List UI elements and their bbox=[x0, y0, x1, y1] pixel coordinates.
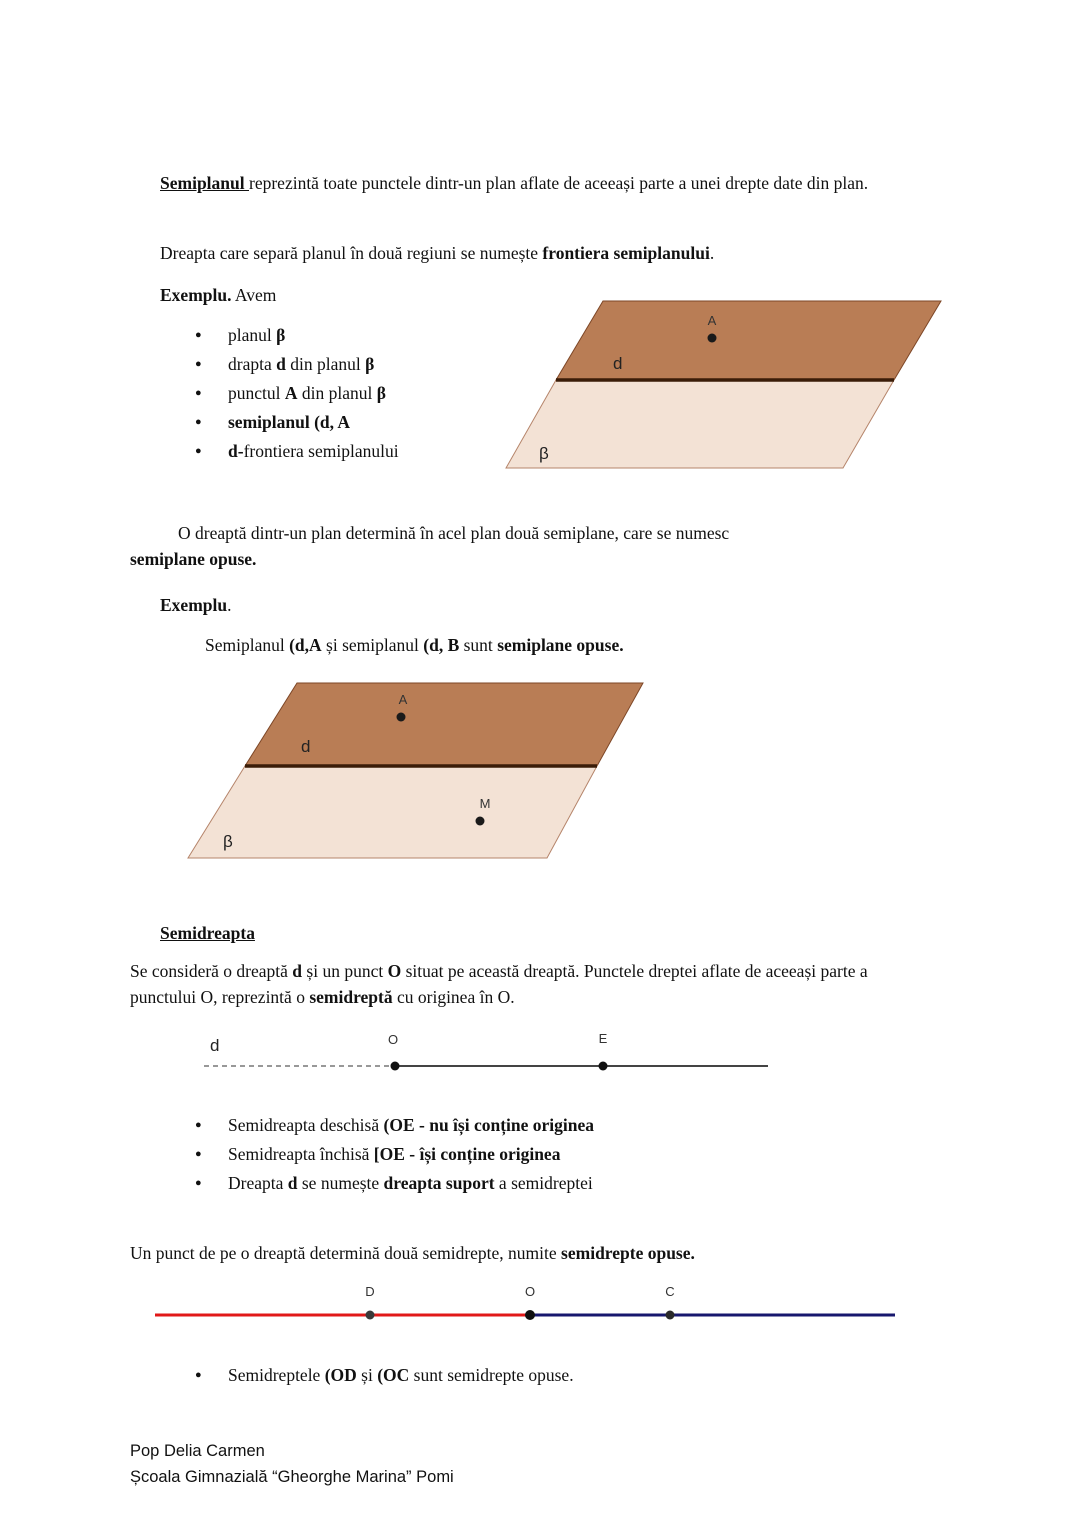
point-O-label: O bbox=[524, 1284, 536, 1299]
figure-semidrepte-opuse bbox=[140, 1283, 920, 1328]
list-item: ● Dreapta d se numește dreapta suport a semidreptei bbox=[195, 1170, 815, 1196]
bullet-icon: ● bbox=[195, 1177, 202, 1189]
plane-beta-label: β bbox=[223, 832, 233, 851]
list-item: ● d-frontiera semiplanului bbox=[195, 438, 495, 464]
lower-halfplane-shape bbox=[188, 766, 597, 858]
paragraph-exemplu2: Exemplu. bbox=[160, 595, 232, 615]
footer-author: Pop Delia Carmen bbox=[130, 1442, 265, 1460]
bullet-icon: ● bbox=[195, 1369, 202, 1381]
list-item: ● planul β bbox=[195, 322, 495, 348]
point-A-dot bbox=[708, 334, 717, 343]
figure-semiplane-opuse bbox=[185, 678, 655, 868]
list-item: ● Semidreapta închisă [OE - își conține originea bbox=[195, 1141, 815, 1167]
point-E-dot bbox=[599, 1062, 608, 1071]
point-C-dot bbox=[666, 1311, 675, 1320]
line-d-label: d bbox=[613, 354, 623, 373]
list-item: ● semiplanul (d, A bbox=[195, 409, 495, 435]
bullet-icon: ● bbox=[195, 1119, 202, 1131]
bullet-list-semidreapta-props bbox=[195, 1112, 815, 1199]
point-D-dot bbox=[366, 1311, 375, 1320]
bullet-list-semidrepte-opuse bbox=[195, 1362, 815, 1391]
paragraph-semiplan-dA-dB: Semiplanul (d,A și semiplanul (d, B sunt semiplane opuse. bbox=[205, 635, 624, 655]
list-item: ● Semidreptele (OD și (OC sunt semidrepte opuse. bbox=[195, 1362, 815, 1388]
paragraph-exemplu-avem: Exemplu. Avem bbox=[160, 285, 277, 305]
point-M-label: M bbox=[479, 796, 491, 811]
bullet-icon: ● bbox=[195, 1148, 202, 1160]
bullet-icon: ● bbox=[195, 387, 202, 399]
figure-semidreapta-OE bbox=[198, 1028, 798, 1078]
point-E-label: E bbox=[598, 1031, 608, 1046]
term-semiplanul: Semiplanul bbox=[160, 173, 249, 193]
heading-semidreapta: Semidreapta bbox=[160, 923, 255, 943]
bullet-icon: ● bbox=[195, 416, 202, 428]
point-A-dot bbox=[397, 713, 406, 722]
paragraph-semidrepte-opuse: Un punct de pe o dreaptă determină două semidrepte, numite semidrepte opuse. bbox=[130, 1243, 695, 1263]
bullet-icon: ● bbox=[195, 329, 202, 341]
bullet-icon: ● bbox=[195, 445, 202, 457]
point-A-label: A bbox=[707, 313, 717, 328]
line-d-label: d bbox=[210, 1036, 220, 1055]
paragraph-semiplanul-definition: Semiplanul reprezintă toate punctele dintr-un plan aflate de aceeași parte a unei drepte date din plan. bbox=[160, 173, 869, 193]
bullet-icon: ● bbox=[195, 358, 202, 370]
plane-beta-label: β bbox=[539, 444, 549, 463]
bullet-list-plan-elements bbox=[195, 322, 495, 467]
list-item: ● Semidreapta deschisă (OE - nu își conține originea bbox=[195, 1112, 815, 1138]
figure-semiplan-single bbox=[503, 298, 963, 483]
line-d-label: d bbox=[301, 737, 311, 756]
paragraph-semiplane-opuse: O dreaptă dintr-un plan determină în acel plan două semiplane, care se numesc semiplane opuse. bbox=[130, 523, 730, 569]
point-M-dot bbox=[476, 817, 485, 826]
paragraph-frontiera: Dreapta care separă planul în două regiuni se numește frontiera semiplanului. bbox=[160, 243, 715, 263]
list-item: ● punctul A din planul β bbox=[195, 380, 495, 406]
point-D-label: D bbox=[365, 1284, 375, 1299]
point-A-label: A bbox=[398, 692, 408, 707]
point-O-dot bbox=[391, 1062, 400, 1071]
footer-school: Școala Gimnazială “Gheorghe Marina” Pomi bbox=[130, 1468, 454, 1486]
lower-halfplane-shape bbox=[506, 380, 894, 468]
point-O-dot bbox=[525, 1310, 535, 1320]
list-item: ● drapta d din planul β bbox=[195, 351, 495, 377]
footer bbox=[130, 1438, 730, 1490]
point-O-label: O bbox=[387, 1032, 399, 1047]
point-C-label: C bbox=[665, 1284, 675, 1299]
paragraph-semidreapta-definition: Se consideră o dreaptă d și un punct O situat pe această dreaptă. Punctele dreptei aflate de aceeași parte a punctului O, reprezintă o semidreptă cu originea în O. bbox=[130, 961, 868, 1007]
